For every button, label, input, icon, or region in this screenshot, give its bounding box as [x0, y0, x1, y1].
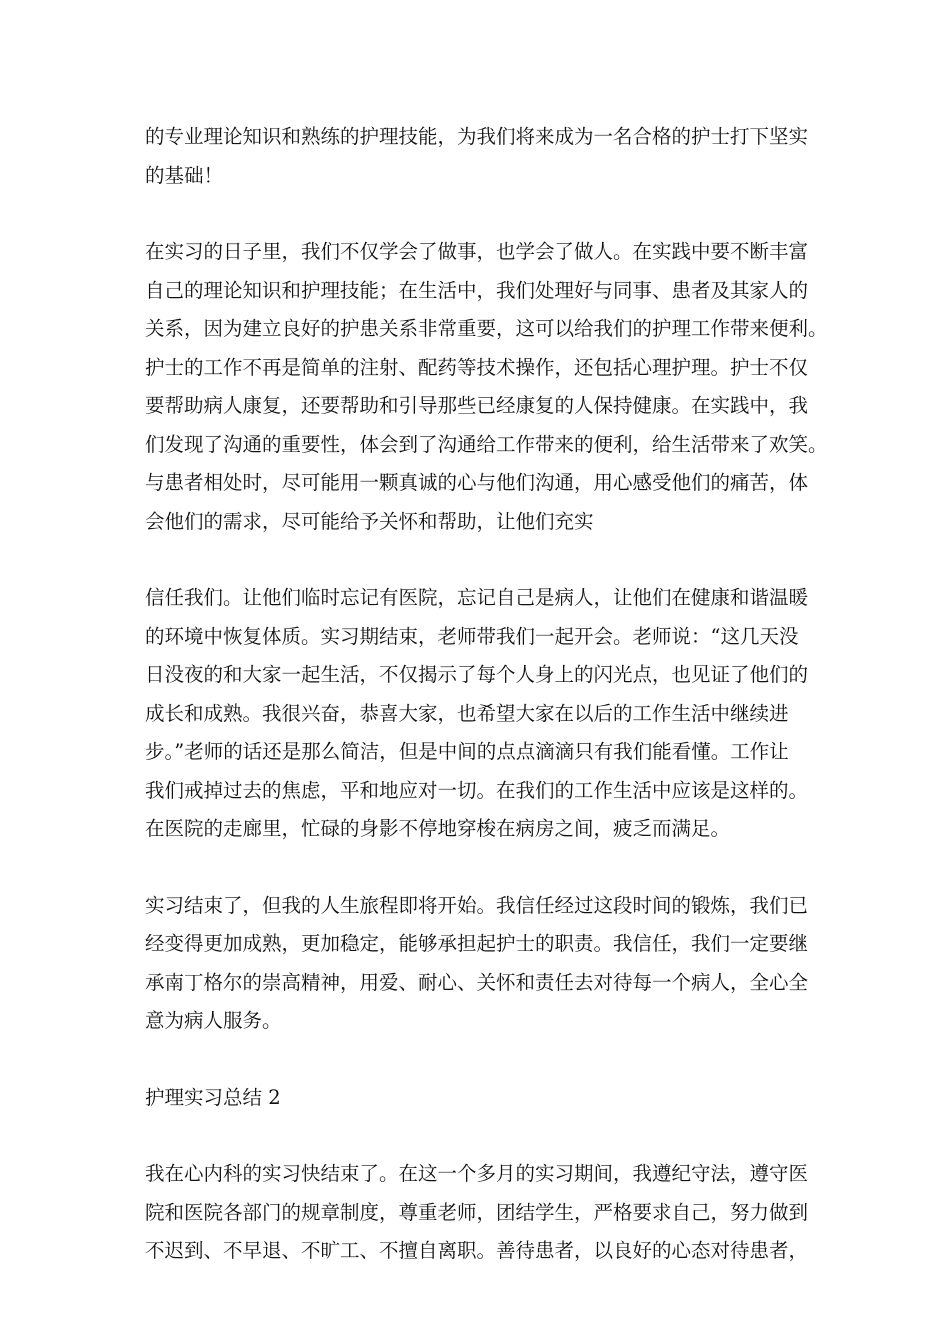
text-line: 经变得更加成熟，更加稳定，能够承担起护士的职责。我信任，我们一定要继	[145, 932, 809, 955]
document-body	[145, 118, 828, 1309]
text-line: 成长和成熟。我很兴奋，恭喜大家，也希望大家在以后的工作生活中继续进	[145, 701, 789, 725]
text-line: 自己的理论知识和护理技能；在生活中，我们处理好与同事、患者及其家人的	[145, 278, 809, 302]
text-line: 意为病人服务。	[145, 1009, 282, 1032]
text-line: 承南丁格尔的崇高精神，用爱、耐心、关怀和责任去对待每一个病人，全心全	[145, 970, 809, 994]
text-line: 的专业理论知识和熟练的护理技能，为我们将来成为一名合格的护士打下坚实	[145, 125, 809, 148]
text-line: 关系，因为建立良好的护患关系非常重要，这可以给我们的护理工作带来便利。	[145, 317, 828, 340]
text-line: 我们戒掉过去的焦虑，平和地应对一切。在我们的工作生活中应该是这样的。	[145, 778, 809, 802]
text-line: 实习结束了，但我的人生旅程即将开始。我信任经过这段时间的锻炼，我们已	[145, 893, 809, 917]
heading-text: 护理实习总结 2	[145, 1085, 281, 1109]
paragraph-1	[145, 118, 815, 195]
text-line: 信任我们。让他们临时忘记有医院，忘记自己是病人，让他们在健康和谐温暖	[145, 586, 809, 609]
paragraph-4	[145, 887, 815, 1041]
text-line: 要帮助病人康复，还要帮助和引导那些已经康复的人保持健康。在实践中，我	[145, 394, 809, 417]
text-line: 与患者相处时，尽可能用一颗真诚的心与他们沟通，用心感受他们的痛苦，体	[145, 471, 809, 494]
text-line: 我在心内科的实习快结束了。在这一个多月的实习期间，我遵纪守法，遵守医	[145, 1162, 809, 1185]
text-line: 步。”老师的话还是那么简洁，但是中间的点点滴滴只有我们能看懂。工作让	[145, 740, 789, 763]
text-line: 的环境中恢复体质。实习期结束，老师带我们一起开会。老师说：“这几天没	[145, 624, 799, 648]
text-line: 护士的工作不再是简单的注射、配药等技术操作，还包括心理护理。护士不仅	[145, 355, 809, 379]
paragraph-2	[145, 233, 828, 541]
section-heading	[145, 1079, 815, 1118]
text-line: 的基础！	[145, 163, 224, 187]
text-line: 院和医院各部门的规章制度，尊重老师，团结学生，严格要求自己，努力做到	[145, 1200, 809, 1224]
text-line: 在医院的走廊里，忙碌的身影不停地穿梭在病房之间，疲乏而满足。	[145, 817, 731, 840]
paragraph-5	[145, 1155, 815, 1271]
text-line: 日没夜的和大家一起生活，不仅揭示了每个人身上的闪光点，也见证了他们的	[145, 663, 809, 686]
text-line: 们发现了沟通的重要性，体会到了沟通给工作带来的便利，给生活带来了欢笑。	[145, 432, 828, 456]
paragraph-3	[145, 579, 815, 849]
text-line: 不迟到、不早退、不旷工、不擅自离职。善待患者，以良好的心态对待患者，	[145, 1239, 809, 1262]
text-line: 在实习的日子里，我们不仅学会了做事，也学会了做人。在实践中要不断丰富	[145, 240, 809, 263]
text-line: 会他们的需求，尽可能给予关怀和帮助，让他们充实	[145, 509, 594, 533]
